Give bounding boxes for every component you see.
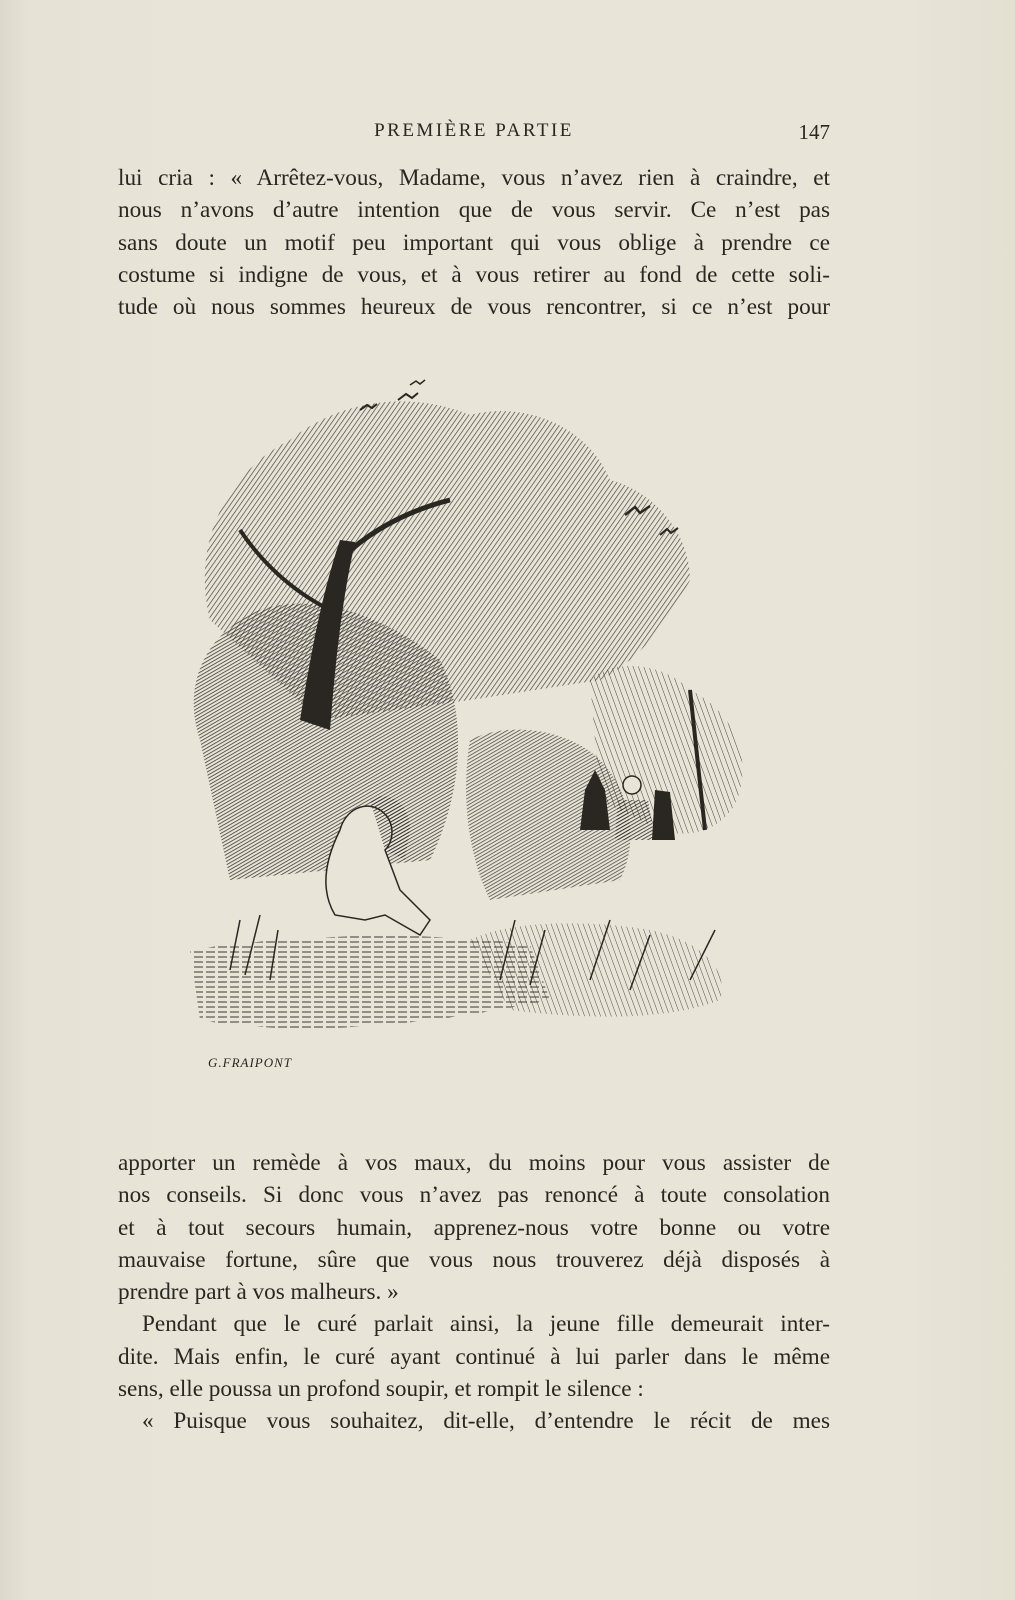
page-header xyxy=(118,118,830,148)
text-line: sens, elle poussa un profond soupir, et rompit le silence : xyxy=(118,1376,644,1403)
text-block-top xyxy=(118,162,830,323)
paragraph xyxy=(118,1405,830,1437)
text-line: « Puisque vous souhaitez, dit-elle, d’entendre le récit de mes xyxy=(142,1408,830,1435)
text-line: lui cria : « Arrêtez-vous, Madame, vous n’avez rien à craindre, et xyxy=(118,165,830,191)
text-line: Pendant que le curé parlait ainsi, la jeune fille demeurait inter- xyxy=(142,1311,830,1338)
text-block-bottom xyxy=(118,1147,830,1438)
illustrator-signature: G.FRAIPONT xyxy=(208,1055,293,1070)
text-line: nous n’avons d’autre intention que de vous servir. Ce n’est pas xyxy=(118,197,830,224)
text-line: sans doute un motif peu important qui vous oblige à prendre ce xyxy=(118,229,830,256)
paragraph xyxy=(118,162,830,323)
text-line: dite. Mais enfin, le curé ayant continué à lui parler dans le même xyxy=(118,1343,830,1370)
running-title: PREMIÈRE PARTIE xyxy=(374,120,574,141)
text-line: tude où nous sommes heureux de vous rencontrer, si ce n’est pour xyxy=(118,294,830,321)
text-line: prendre part à vos malheurs. » xyxy=(118,1279,399,1306)
text-line: costume si indigne de vous, et à vous retirer au fond de cette soli- xyxy=(118,261,830,288)
page-number: 147 xyxy=(798,120,830,144)
text-line: apporter un remède à vos maux, du moins pour vous assister de xyxy=(118,1150,830,1176)
text-line: nos conseils. Si donc vous n’avez pas renoncé à toute consolation xyxy=(118,1182,830,1209)
text-line: mauvaise fortune, sûre que vous nous trouverez déjà disposés à xyxy=(118,1246,830,1273)
engraving-illustration xyxy=(170,360,770,1105)
paragraph xyxy=(118,1308,830,1405)
text-line: et à tout secours humain, apprenez-nous votre bonne ou votre xyxy=(118,1214,830,1241)
paragraph xyxy=(118,1147,830,1308)
